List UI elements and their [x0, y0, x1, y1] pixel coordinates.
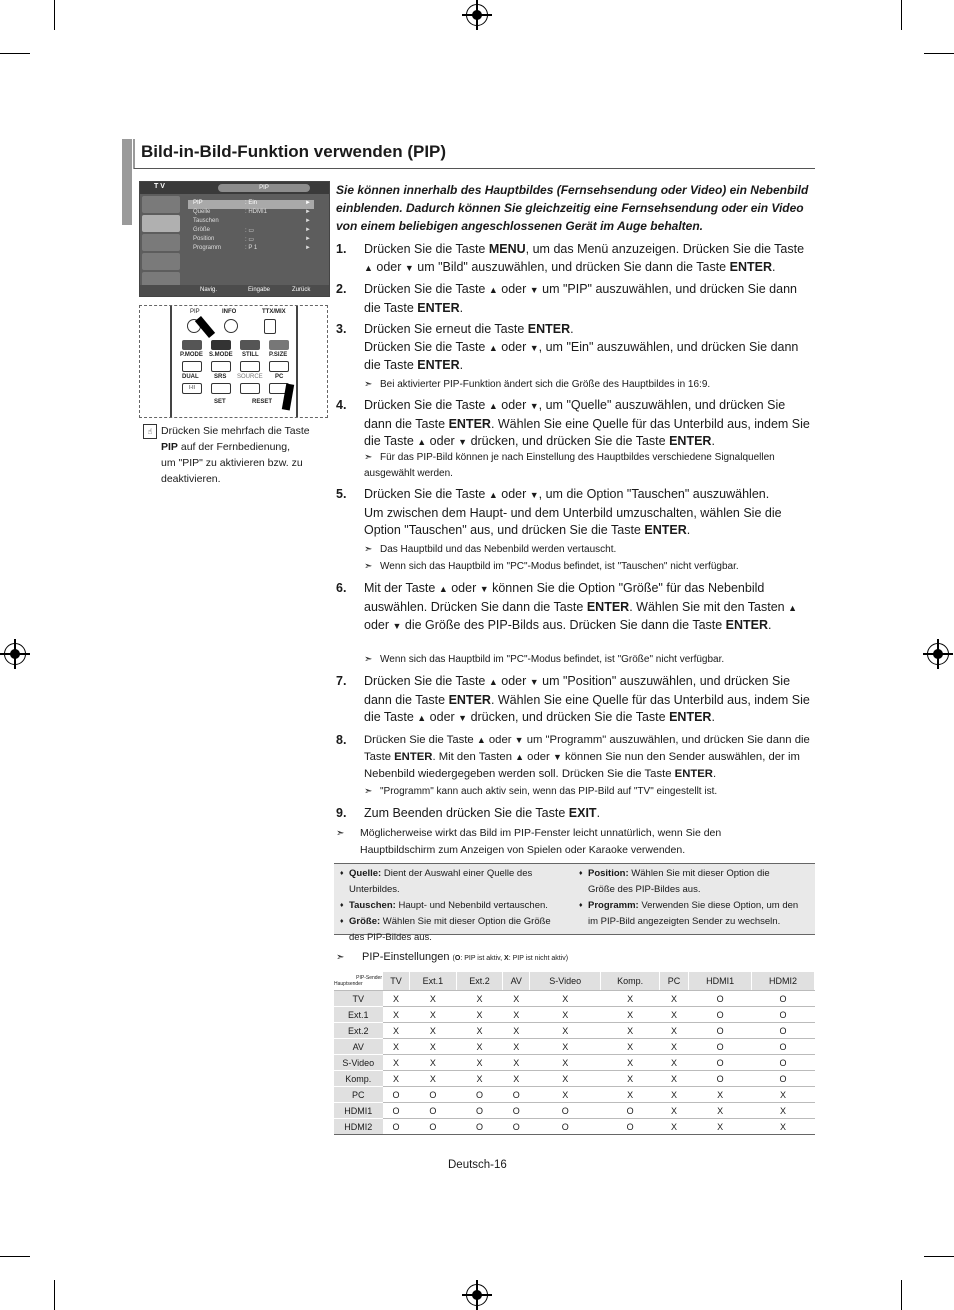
table-cell: X	[659, 1119, 688, 1135]
down-arrow-icon: ▼	[529, 677, 539, 687]
table-cell: X	[410, 991, 457, 1007]
remote-ttx-label: TTX/MIX	[262, 309, 286, 315]
table-cell: X	[456, 991, 503, 1007]
table-row	[334, 1071, 815, 1087]
crop-mark	[924, 1256, 954, 1257]
table-cell: O	[383, 1103, 410, 1119]
table-cell: X	[659, 991, 688, 1007]
ttx-button	[264, 319, 276, 334]
table-cell: O	[689, 1071, 752, 1087]
still-label: STILL	[242, 352, 259, 358]
table-cell: X	[503, 1007, 530, 1023]
table-cell: X	[456, 1071, 503, 1087]
table-cell: O	[456, 1087, 503, 1103]
up-arrow-icon: ▲	[488, 401, 498, 411]
table-cell: X	[659, 1071, 688, 1087]
crop-mark	[0, 53, 30, 54]
crop-mark	[924, 53, 954, 54]
down-arrow-icon: ▼	[529, 285, 539, 295]
down-arrow-icon: ▼	[458, 437, 468, 447]
column-header: Komp.	[601, 972, 660, 991]
table-cell: X	[503, 1055, 530, 1071]
step-4: 4. Drücken Sie die Taste ▲ oder ▼, um "Quelle" auszuwählen, und drücken Sie dann die Taste ENTER. Wählen Sie eine Quelle für das Unterbild aus, indem Sie die Taste ▲ oder ▼ drücken, und drücken Sie die Taste ENTER.	[336, 398, 810, 448]
row-header: HDMI1	[334, 1103, 383, 1119]
table-row	[334, 1007, 815, 1023]
pip-settings-label: ➣ PIP-Einstellungen (O: PIP ist aktiv, X: PIP ist nicht aktiv)	[336, 951, 569, 963]
table-cell: O	[410, 1103, 457, 1119]
smode-button	[211, 361, 231, 372]
menu-icon-picture	[142, 215, 180, 232]
table-cell: O	[456, 1103, 503, 1119]
yellow-button	[240, 340, 260, 350]
table-row	[334, 1087, 815, 1103]
source-label: SOURCE	[237, 374, 263, 380]
registration-mark-icon	[927, 643, 949, 665]
menu-row-position: Position : ▭ ►	[193, 236, 311, 243]
table-cell: O	[503, 1087, 530, 1103]
table-cell: X	[601, 991, 660, 1007]
down-arrow-icon: ▼	[552, 752, 562, 762]
step-6-note: ➣ Wenn sich das Hauptbild im "PC"-Modus befindet, ist "Größe" nicht verfügbar.	[364, 652, 814, 668]
table-cell: O	[689, 1039, 752, 1055]
table-cell: O	[530, 1119, 601, 1135]
glossary-item: ♦ Tauschen: Haupt- und Nebenbild vertauschen.	[340, 898, 565, 914]
table-cell: X	[659, 1039, 688, 1055]
tv-tab: T V	[154, 183, 165, 190]
column-header: PC	[659, 972, 688, 991]
step-2: 2. Drücken Sie die Taste ▲ oder ▼ um "PIP" auszuwählen, und drücken Sie dann die Taste ENTER.	[336, 282, 797, 315]
blue-button	[269, 340, 289, 350]
table-cell: X	[456, 1007, 503, 1023]
up-arrow-icon: ▲	[364, 262, 373, 273]
final-note: ➣ Möglicherweise wirkt das Bild im PIP-Fenster leicht unnatürlich, wenn Sie den Hauptbildschirm zum Anzeigen von Spielen oder Karaoke verwenden.	[336, 827, 722, 856]
still-button	[240, 361, 260, 372]
page-title: Bild-in-Bild-Funktion verwenden (PIP)	[141, 142, 447, 161]
table-cell: O	[752, 1007, 815, 1023]
down-arrow-icon: ▼	[479, 584, 489, 594]
down-arrow-icon: ▼	[458, 713, 468, 723]
table-corner-cell: PIP-Sender Hauptsender	[334, 972, 383, 991]
step-5-note-1: ➣ Das Hauptbild und das Nebenbild werden vertauscht.	[364, 542, 814, 558]
footer-nav: Navig.	[200, 287, 218, 293]
row-header: Ext.1	[334, 1007, 383, 1023]
glossary-item: ♦ Position: Wählen Sie mit dieser Option die Größe des PIP-Bildes aus.	[579, 866, 805, 898]
table-cell: O	[601, 1103, 660, 1119]
menu-row-tauschen: Tauschen ►	[193, 218, 311, 224]
table-cell: O	[752, 1055, 815, 1071]
table-cell: O	[752, 1071, 815, 1087]
table-cell: O	[410, 1119, 457, 1135]
table-cell: O	[383, 1087, 410, 1103]
table-row	[334, 1103, 815, 1119]
column-header: Ext.1	[410, 972, 457, 991]
table-row	[334, 991, 815, 1007]
registration-mark-icon	[466, 1284, 488, 1306]
menu-header: PIP	[218, 184, 310, 192]
dual-button: I-II	[182, 383, 202, 394]
note-arrow-icon: ➣	[336, 952, 345, 963]
table-cell: X	[530, 1087, 601, 1103]
table-cell: O	[456, 1119, 503, 1135]
table-row	[334, 1023, 815, 1039]
note-arrow-icon: ➣	[364, 544, 373, 555]
step-6: 6. Mit der Taste ▲ oder ▼ können Sie die Option "Größe" für das Nebenbild auswählen. Drücken Sie dann die Taste ENTER. Wählen Sie mit den Tasten ▲ oder ▼ die Größe des PIP-Bilds aus. Drücken Sie dann die Taste ENTER.	[336, 581, 798, 632]
tv-menu-illustration	[139, 181, 330, 297]
table-cell: X	[503, 991, 530, 1007]
table-cell: X	[530, 1039, 601, 1055]
table-cell: X	[752, 1087, 815, 1103]
column-header: HDMI2	[752, 972, 815, 991]
table-cell: X	[410, 1071, 457, 1087]
table-cell: O	[383, 1119, 410, 1135]
column-header: S-Video	[530, 972, 601, 991]
intro-text: Sie können innerhalb des Hauptbildes (Fernsehsendung oder Video) ein Nebenbild einblenden. Dadurch können Sie gleichzeitig eine Fernsehsendung oder ein Video von einem beliebigen angeschlossenen Gerät im Auge behalten.	[336, 183, 809, 233]
table-cell: X	[383, 1071, 410, 1087]
step-1: 1. Drücken Sie die Taste MENU, um das Menü anzuzeigen. Drücken Sie die Taste ▲ oder ▼ um "Bild" auszuwählen, und drücken Sie dann die Taste ENTER.	[336, 242, 805, 274]
note-arrow-icon: ➣	[364, 452, 373, 463]
page-number: Deutsch-16	[448, 1159, 507, 1171]
hand-pointer-icon: ☝	[143, 424, 157, 439]
table-row	[334, 1055, 815, 1071]
row-header: HDMI2	[334, 1119, 383, 1135]
menu-footer	[140, 285, 329, 296]
remote-caption: Drücken Sie mehrfach die Taste PIP auf der Fernbedienung, um "PIP" zu aktivieren bzw. zu deaktivieren.	[161, 425, 310, 485]
row-header: S-Video	[334, 1055, 383, 1071]
menu-icon-input	[142, 196, 180, 213]
table-cell: X	[410, 1055, 457, 1071]
note-arrow-icon: ➣	[336, 828, 345, 839]
table-cell: X	[530, 991, 601, 1007]
table-cell: X	[601, 1023, 660, 1039]
pip-settings-table	[334, 972, 815, 1135]
up-arrow-icon: ▲	[417, 713, 427, 723]
menu-row-groesse: Größe : ▭ ►	[193, 227, 311, 234]
row-header: TV	[334, 991, 383, 1007]
table-cell: X	[752, 1119, 815, 1135]
pmode-label: P.MODE	[180, 352, 203, 358]
table-cell: X	[659, 1023, 688, 1039]
glossary-item: ♦ Programm: Verwenden Sie diese Option, um den im PIP-Bild angezeigten Sender zu wechseln.	[579, 898, 805, 930]
table-cell: X	[659, 1007, 688, 1023]
table-cell: X	[383, 991, 410, 1007]
down-arrow-icon: ▼	[392, 621, 402, 631]
table-cell: X	[530, 1007, 601, 1023]
pmode-button	[182, 361, 202, 372]
footer-enter: Eingabe	[248, 287, 271, 293]
reset-label: RESET	[252, 399, 273, 405]
srs-button	[211, 383, 231, 394]
registration-mark-icon	[466, 4, 488, 26]
heading-accent-bar	[122, 139, 132, 225]
srs-label: SRS	[214, 374, 227, 380]
table-cell: X	[383, 1055, 410, 1071]
menu-row-pip: PIP : Ein ►	[188, 200, 314, 209]
registration-mark-icon	[4, 643, 26, 665]
table-cell: O	[752, 1023, 815, 1039]
table-cell: X	[601, 1087, 660, 1103]
green-button	[211, 340, 231, 350]
up-arrow-icon: ▲	[488, 490, 498, 500]
column-header: HDMI1	[689, 972, 752, 991]
column-header: Ext.2	[456, 972, 503, 991]
glossary-item: ♦ Größe: Wählen Sie mit dieser Option die Größe des PIP-Bildes aus.	[340, 914, 565, 946]
up-arrow-icon: ▲	[488, 285, 498, 295]
psize-button	[269, 361, 289, 372]
table-cell: X	[601, 1071, 660, 1087]
psize-label: P.SIZE	[269, 352, 288, 358]
up-arrow-icon: ▲	[515, 752, 525, 762]
step-3-note: ➣ Bei aktivierter PIP-Funktion ändert sich die Größe des Hauptbildes in 16:9.	[364, 377, 814, 393]
up-arrow-icon: ▲	[488, 342, 498, 353]
step-4-note: ➣ Für das PIP-Bild können je nach Einstellung des Hauptbildes verschiedene Signalquellen ausgewählt werden.	[364, 452, 775, 479]
table-cell: X	[659, 1103, 688, 1119]
remote-pip-label: PIP	[190, 309, 200, 315]
down-arrow-icon: ▼	[514, 735, 524, 745]
table-cell: X	[752, 1103, 815, 1119]
table-cell: X	[410, 1039, 457, 1055]
divider	[134, 168, 815, 169]
set-label: SET	[214, 399, 226, 405]
table-cell: X	[530, 1071, 601, 1087]
table-cell: X	[530, 1023, 601, 1039]
table-cell: X	[410, 1023, 457, 1039]
remote-info-label: INFO	[222, 309, 237, 315]
up-arrow-icon: ▲	[488, 677, 498, 687]
up-arrow-icon: ▲	[788, 602, 798, 613]
column-header: TV	[383, 972, 410, 991]
step-8: 8. Drücken Sie die Taste ▲ oder ▼ um "Programm" auszuwählen, und drücken Sie dann die Taste ENTER. Mit den Tasten ▲ oder ▼ können Sie nun den Sender auswählen, der im Nebenbild wiedergegeben werden soll. Drücken Sie die Taste ENTER.	[336, 733, 810, 780]
crop-mark	[901, 1280, 902, 1310]
row-header: Ext.2	[334, 1023, 383, 1039]
table-cell: X	[456, 1039, 503, 1055]
up-arrow-icon: ▲	[476, 735, 486, 745]
table-cell: O	[752, 991, 815, 1007]
pc-label: PC	[275, 374, 284, 380]
menu-icon-channel	[142, 253, 180, 270]
note-arrow-icon: ➣	[364, 654, 373, 665]
smode-label: S.MODE	[209, 352, 233, 358]
table-row	[334, 1119, 815, 1135]
menu-row-programm: Programm : P 1 ►	[193, 245, 311, 251]
menu-row-quelle: Quelle : HDMI1 ►	[193, 209, 311, 215]
remote-illustration	[139, 305, 328, 418]
table-cell: X	[456, 1023, 503, 1039]
table-cell: X	[383, 1007, 410, 1023]
row-header: AV	[334, 1039, 383, 1055]
menu-icon-sound	[142, 234, 180, 251]
table-cell: X	[659, 1055, 688, 1071]
table-header-row	[334, 972, 815, 991]
table-cell: X	[456, 1055, 503, 1071]
table-cell: X	[503, 1071, 530, 1087]
table-row	[334, 1039, 815, 1055]
crop-mark	[901, 0, 902, 30]
table-cell: X	[530, 1055, 601, 1071]
table-cell: X	[601, 1007, 660, 1023]
table-cell: X	[383, 1023, 410, 1039]
table-cell: O	[752, 1039, 815, 1055]
table-cell: O	[689, 1055, 752, 1071]
heading-accent-bar	[133, 139, 135, 169]
crop-mark	[54, 1280, 55, 1310]
note-arrow-icon: ➣	[364, 561, 373, 572]
table-cell: X	[659, 1087, 688, 1103]
up-arrow-icon: ▲	[417, 437, 427, 447]
step-3: 3. Drücken Sie erneut die Taste ENTER. Drücken Sie die Taste ▲ oder ▼, um "Ein" auszuwählen, und drücken Sie dann die Taste ENTER.	[336, 322, 799, 372]
table-cell: X	[689, 1119, 752, 1135]
step-5: 5. Drücken Sie die Taste ▲ oder ▼, um die Option "Tauschen" auszuwählen. Um zwischen dem Haupt- und dem Unterbild umzuschalten, wählen Sie die Option "Tauschen" aus, und drücken Sie die Taste ENTER.	[336, 487, 782, 537]
table-cell: X	[689, 1103, 752, 1119]
table-cell: X	[503, 1023, 530, 1039]
footer-back: Zurück	[292, 287, 311, 293]
down-arrow-icon: ▼	[529, 401, 539, 411]
red-button	[182, 340, 202, 350]
table-cell: O	[410, 1087, 457, 1103]
column-header: AV	[503, 972, 530, 991]
table-cell: X	[601, 1055, 660, 1071]
table-cell: O	[503, 1103, 530, 1119]
step-9: 9. Zum Beenden drücken Sie die Taste EXIT.	[336, 806, 601, 820]
glossary-box	[334, 863, 815, 943]
table-cell: O	[530, 1103, 601, 1119]
glossary-item: ♦ Quelle: Dient der Auswahl einer Quelle des Unterbildes.	[340, 866, 565, 898]
up-arrow-icon: ▲	[438, 584, 448, 594]
crop-mark	[0, 1256, 30, 1257]
table-cell: O	[503, 1119, 530, 1135]
table-cell: X	[601, 1039, 660, 1055]
note-arrow-icon: ➣	[364, 786, 373, 797]
source-button	[240, 383, 260, 394]
menu-sidebar	[142, 196, 180, 286]
table-cell: X	[503, 1039, 530, 1055]
note-arrow-icon: ➣	[364, 379, 373, 390]
table-cell: O	[689, 1023, 752, 1039]
step-8-note: ➣ "Programm" kann auch aktiv sein, wenn das PIP-Bild auf "TV" eingestellt ist.	[364, 784, 814, 800]
step-5-note-2: ➣ Wenn sich das Hauptbild im "PC"-Modus befindet, ist "Tauschen" nicht verfügbar.	[364, 559, 814, 575]
table-cell: O	[689, 991, 752, 1007]
step-7: 7. Drücken Sie die Taste ▲ oder ▼ um "Position" auszuwählen, und drücken Sie dann die Taste ENTER. Wählen Sie eine Quelle für das Unterbild aus, indem Sie die Taste ▲ oder ▼ drücken, und drücken Sie die Taste ENTER.	[336, 674, 810, 724]
down-arrow-icon: ▼	[529, 490, 539, 500]
table-cell: X	[410, 1007, 457, 1023]
table-cell: O	[601, 1119, 660, 1135]
table-cell: O	[689, 1007, 752, 1023]
info-button	[224, 319, 238, 333]
crop-mark	[54, 0, 55, 30]
dual-label: DUAL	[182, 374, 199, 380]
down-arrow-icon: ▼	[529, 342, 539, 353]
down-arrow-icon: ▼	[404, 262, 414, 273]
row-header: PC	[334, 1087, 383, 1103]
table-cell: X	[383, 1039, 410, 1055]
row-header: Komp.	[334, 1071, 383, 1087]
table-cell: X	[689, 1087, 752, 1103]
